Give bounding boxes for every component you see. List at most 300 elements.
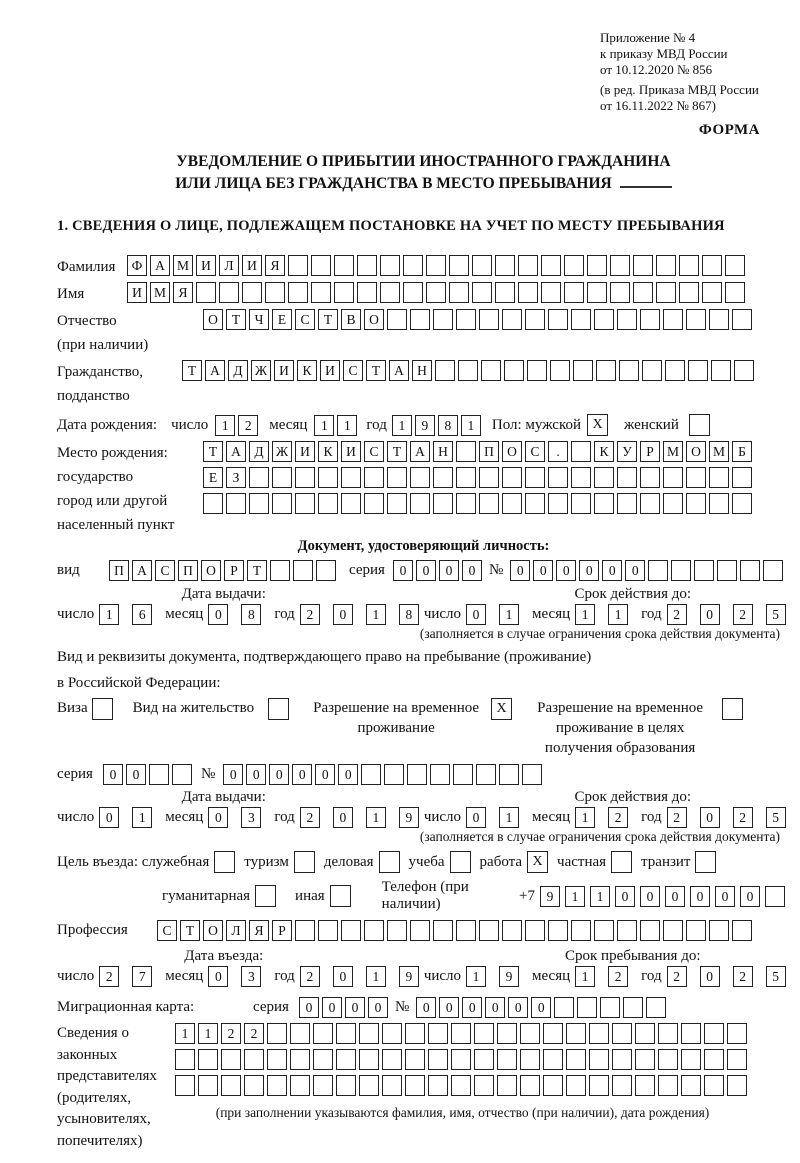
char-box[interactable] <box>472 255 492 276</box>
char-box[interactable] <box>433 309 453 330</box>
char-box[interactable] <box>336 1023 356 1044</box>
char-box[interactable] <box>671 560 691 581</box>
char-box[interactable] <box>474 1049 494 1070</box>
char-box[interactable] <box>648 560 668 581</box>
char-box[interactable] <box>640 309 660 330</box>
char-box[interactable]: Е <box>272 309 292 330</box>
char-box[interactable]: П <box>178 560 198 581</box>
char-box[interactable]: 2 <box>667 807 687 828</box>
char-box[interactable] <box>658 1023 678 1044</box>
purpose-business-checkbox[interactable] <box>379 851 400 873</box>
char-box[interactable]: И <box>242 255 262 276</box>
char-box[interactable] <box>428 1049 448 1070</box>
char-box[interactable]: 0 <box>700 807 720 828</box>
char-box[interactable] <box>656 255 676 276</box>
migration-number-field[interactable] <box>416 997 669 1018</box>
char-box[interactable] <box>497 1023 517 1044</box>
char-box[interactable]: Б <box>732 441 752 462</box>
char-box[interactable] <box>497 1075 517 1096</box>
char-box[interactable]: 0 <box>640 886 660 907</box>
char-box[interactable] <box>403 255 423 276</box>
char-box[interactable] <box>709 467 729 488</box>
char-box[interactable] <box>704 1075 724 1096</box>
char-box[interactable] <box>763 560 783 581</box>
char-box[interactable] <box>617 309 637 330</box>
char-box[interactable]: 0 <box>466 604 486 625</box>
char-box[interactable]: 0 <box>246 764 266 785</box>
char-box[interactable]: 7 <box>132 966 152 987</box>
char-box[interactable]: З <box>226 467 246 488</box>
char-box[interactable] <box>686 920 706 941</box>
char-box[interactable]: 0 <box>103 764 123 785</box>
char-box[interactable] <box>426 255 446 276</box>
char-box[interactable]: К <box>297 360 317 381</box>
char-box[interactable]: О <box>203 309 223 330</box>
char-box[interactable]: 1 <box>366 604 386 625</box>
char-box[interactable]: 1 <box>392 415 412 436</box>
char-box[interactable] <box>293 560 313 581</box>
doc-issue-month-field[interactable] <box>208 604 266 625</box>
char-box[interactable] <box>221 1049 241 1070</box>
char-box[interactable] <box>364 920 384 941</box>
char-box[interactable] <box>594 467 614 488</box>
char-box[interactable] <box>384 764 404 785</box>
char-box[interactable] <box>617 920 637 941</box>
char-box[interactable]: 2 <box>221 1023 241 1044</box>
char-box[interactable] <box>541 255 561 276</box>
char-box[interactable] <box>571 467 591 488</box>
char-box[interactable]: Д <box>249 441 269 462</box>
char-box[interactable] <box>566 1023 586 1044</box>
char-box[interactable]: 0 <box>700 604 720 625</box>
char-box[interactable]: М <box>663 441 683 462</box>
char-box[interactable] <box>290 1023 310 1044</box>
char-box[interactable] <box>522 764 542 785</box>
char-box[interactable]: И <box>196 255 216 276</box>
char-box[interactable] <box>502 309 522 330</box>
char-box[interactable] <box>270 560 290 581</box>
char-box[interactable] <box>149 764 169 785</box>
char-box[interactable]: 0 <box>393 560 413 581</box>
char-box[interactable] <box>476 764 496 785</box>
char-box[interactable]: О <box>364 309 384 330</box>
char-box[interactable] <box>525 309 545 330</box>
char-box[interactable] <box>242 282 262 303</box>
char-box[interactable] <box>449 255 469 276</box>
char-box[interactable] <box>430 764 450 785</box>
char-box[interactable] <box>709 493 729 514</box>
gender-female-checkbox[interactable] <box>689 414 710 436</box>
char-box[interactable]: 0 <box>439 997 459 1018</box>
char-box[interactable] <box>765 886 785 907</box>
char-box[interactable] <box>541 282 561 303</box>
char-box[interactable] <box>380 282 400 303</box>
char-box[interactable]: 1 <box>337 415 357 436</box>
char-box[interactable]: 0 <box>126 764 146 785</box>
char-box[interactable] <box>456 441 476 462</box>
char-box[interactable]: О <box>686 441 706 462</box>
char-box[interactable]: 0 <box>333 604 353 625</box>
char-box[interactable]: 9 <box>540 886 560 907</box>
char-box[interactable] <box>405 1075 425 1096</box>
purpose-tourism-checkbox[interactable] <box>294 851 315 873</box>
char-box[interactable]: 2 <box>99 966 119 987</box>
char-box[interactable]: Р <box>272 920 292 941</box>
char-box[interactable]: 1 <box>215 415 235 436</box>
char-box[interactable]: 1 <box>565 886 585 907</box>
char-box[interactable] <box>479 920 499 941</box>
char-box[interactable] <box>481 360 501 381</box>
char-box[interactable]: Р <box>224 560 244 581</box>
char-box[interactable]: 2 <box>300 807 320 828</box>
char-box[interactable] <box>686 309 706 330</box>
char-box[interactable]: 0 <box>690 886 710 907</box>
char-box[interactable] <box>203 493 223 514</box>
char-box[interactable] <box>596 360 616 381</box>
char-box[interactable]: 2 <box>733 807 753 828</box>
char-box[interactable]: 0 <box>510 560 530 581</box>
char-box[interactable] <box>267 1075 287 1096</box>
char-box[interactable] <box>295 467 315 488</box>
doc-number-field[interactable] <box>510 560 786 581</box>
char-box[interactable]: 1 <box>499 807 519 828</box>
migration-series-field[interactable] <box>299 997 391 1018</box>
char-box[interactable]: 2 <box>667 966 687 987</box>
char-box[interactable] <box>594 309 614 330</box>
entry-day-field[interactable] <box>99 966 157 987</box>
char-box[interactable] <box>451 1023 471 1044</box>
char-box[interactable] <box>405 1049 425 1070</box>
char-box[interactable] <box>311 255 331 276</box>
char-box[interactable]: М <box>173 255 193 276</box>
char-box[interactable]: 2 <box>300 604 320 625</box>
char-box[interactable]: Т <box>387 441 407 462</box>
char-box[interactable]: 0 <box>579 560 599 581</box>
char-box[interactable] <box>313 1075 333 1096</box>
char-box[interactable] <box>407 764 427 785</box>
surname-field[interactable] <box>127 255 748 276</box>
char-box[interactable]: Т <box>182 360 202 381</box>
char-box[interactable] <box>196 282 216 303</box>
char-box[interactable] <box>571 309 591 330</box>
char-box[interactable]: И <box>320 360 340 381</box>
char-box[interactable]: 0 <box>615 886 635 907</box>
char-box[interactable] <box>449 282 469 303</box>
char-box[interactable]: 0 <box>462 997 482 1018</box>
patronymic-field[interactable] <box>203 309 755 330</box>
char-box[interactable]: 8 <box>438 415 458 436</box>
char-box[interactable] <box>249 493 269 514</box>
char-box[interactable] <box>520 1049 540 1070</box>
char-box[interactable] <box>456 920 476 941</box>
char-box[interactable] <box>334 255 354 276</box>
char-box[interactable] <box>548 493 568 514</box>
char-box[interactable]: 0 <box>368 997 388 1018</box>
char-box[interactable] <box>740 560 760 581</box>
visa-checkbox[interactable] <box>92 698 113 720</box>
char-box[interactable]: 0 <box>700 966 720 987</box>
representatives-row2-field[interactable] <box>175 1049 750 1070</box>
char-box[interactable] <box>479 309 499 330</box>
doc-valid-day-field[interactable] <box>466 604 524 625</box>
char-box[interactable] <box>387 493 407 514</box>
char-box[interactable] <box>453 764 473 785</box>
char-box[interactable]: О <box>203 920 223 941</box>
char-box[interactable] <box>665 360 685 381</box>
char-box[interactable] <box>732 309 752 330</box>
char-box[interactable] <box>175 1075 195 1096</box>
char-box[interactable] <box>474 1075 494 1096</box>
char-box[interactable] <box>458 360 478 381</box>
char-box[interactable] <box>610 255 630 276</box>
purpose-study-checkbox[interactable] <box>450 851 471 873</box>
birthplace-row2-field[interactable] <box>203 467 755 488</box>
char-box[interactable]: 0 <box>208 966 228 987</box>
char-box[interactable] <box>520 1023 540 1044</box>
char-box[interactable] <box>290 1049 310 1070</box>
char-box[interactable] <box>387 920 407 941</box>
char-box[interactable]: Т <box>318 309 338 330</box>
char-box[interactable]: 5 <box>766 807 786 828</box>
char-box[interactable] <box>518 282 538 303</box>
char-box[interactable]: 2 <box>300 966 320 987</box>
char-box[interactable]: Я <box>265 255 285 276</box>
char-box[interactable]: 9 <box>399 966 419 987</box>
char-box[interactable]: 0 <box>338 764 358 785</box>
entry-month-field[interactable] <box>208 966 266 987</box>
char-box[interactable] <box>504 360 524 381</box>
char-box[interactable] <box>198 1075 218 1096</box>
char-box[interactable]: И <box>274 360 294 381</box>
char-box[interactable] <box>573 360 593 381</box>
char-box[interactable] <box>525 467 545 488</box>
char-box[interactable]: Д <box>228 360 248 381</box>
char-box[interactable] <box>288 255 308 276</box>
char-box[interactable] <box>382 1049 402 1070</box>
char-box[interactable] <box>267 1023 287 1044</box>
char-box[interactable] <box>435 360 455 381</box>
char-box[interactable] <box>336 1075 356 1096</box>
char-box[interactable] <box>311 282 331 303</box>
char-box[interactable] <box>267 1049 287 1070</box>
char-box[interactable] <box>704 1049 724 1070</box>
char-box[interactable] <box>734 360 754 381</box>
stay-day-field[interactable] <box>466 966 524 987</box>
char-box[interactable] <box>587 255 607 276</box>
char-box[interactable] <box>272 467 292 488</box>
char-box[interactable]: 0 <box>416 997 436 1018</box>
char-box[interactable]: 1 <box>366 966 386 987</box>
char-box[interactable] <box>681 1023 701 1044</box>
char-box[interactable] <box>382 1075 402 1096</box>
char-box[interactable] <box>694 560 714 581</box>
char-box[interactable] <box>543 1023 563 1044</box>
char-box[interactable]: 2 <box>608 807 628 828</box>
char-box[interactable]: Я <box>249 920 269 941</box>
char-box[interactable] <box>502 920 522 941</box>
char-box[interactable]: А <box>132 560 152 581</box>
char-box[interactable] <box>334 282 354 303</box>
doc-issue-year-field[interactable] <box>300 604 424 625</box>
char-box[interactable] <box>732 493 752 514</box>
char-box[interactable] <box>577 997 597 1018</box>
char-box[interactable] <box>663 493 683 514</box>
char-box[interactable] <box>663 920 683 941</box>
char-box[interactable] <box>341 493 361 514</box>
char-box[interactable]: А <box>410 441 430 462</box>
char-box[interactable]: 1 <box>99 604 119 625</box>
char-box[interactable] <box>318 467 338 488</box>
char-box[interactable]: Т <box>247 560 267 581</box>
char-box[interactable] <box>221 1075 241 1096</box>
representatives-row3-field[interactable] <box>175 1075 750 1096</box>
char-box[interactable]: И <box>295 441 315 462</box>
char-box[interactable] <box>295 493 315 514</box>
char-box[interactable] <box>357 282 377 303</box>
char-box[interactable] <box>681 1075 701 1096</box>
char-box[interactable] <box>198 1049 218 1070</box>
char-box[interactable] <box>727 1049 747 1070</box>
char-box[interactable]: С <box>295 309 315 330</box>
char-box[interactable]: 0 <box>466 807 486 828</box>
purpose-other-checkbox[interactable] <box>330 885 351 907</box>
char-box[interactable] <box>617 493 637 514</box>
char-box[interactable] <box>564 255 584 276</box>
profession-field[interactable] <box>157 920 755 941</box>
char-box[interactable]: 0 <box>292 764 312 785</box>
char-box[interactable] <box>681 1049 701 1070</box>
char-box[interactable]: Ф <box>127 255 147 276</box>
char-box[interactable]: Л <box>226 920 246 941</box>
char-box[interactable]: 0 <box>462 560 482 581</box>
char-box[interactable]: 8 <box>241 604 261 625</box>
char-box[interactable]: 0 <box>715 886 735 907</box>
residence-permit-checkbox[interactable] <box>268 698 289 720</box>
char-box[interactable]: 3 <box>241 966 261 987</box>
doc-valid-month-field[interactable] <box>575 604 633 625</box>
char-box[interactable]: Т <box>366 360 386 381</box>
char-box[interactable]: 0 <box>602 560 622 581</box>
char-box[interactable]: А <box>226 441 246 462</box>
char-box[interactable] <box>725 255 745 276</box>
char-box[interactable] <box>474 1023 494 1044</box>
permit-issue-month-field[interactable] <box>208 807 266 828</box>
char-box[interactable] <box>380 255 400 276</box>
char-box[interactable]: А <box>205 360 225 381</box>
char-box[interactable]: П <box>479 441 499 462</box>
char-box[interactable] <box>359 1023 379 1044</box>
char-box[interactable] <box>619 360 639 381</box>
char-box[interactable] <box>717 560 737 581</box>
char-box[interactable] <box>357 255 377 276</box>
char-box[interactable]: 1 <box>575 966 595 987</box>
phone-field[interactable] <box>540 886 790 907</box>
char-box[interactable]: 9 <box>499 966 519 987</box>
char-box[interactable] <box>382 1023 402 1044</box>
char-box[interactable] <box>686 467 706 488</box>
char-box[interactable] <box>527 360 547 381</box>
char-box[interactable] <box>548 467 568 488</box>
stay-year-field[interactable] <box>667 966 791 987</box>
char-box[interactable]: 2 <box>608 966 628 987</box>
char-box[interactable] <box>640 920 660 941</box>
char-box[interactable] <box>244 1075 264 1096</box>
char-box[interactable]: Л <box>219 255 239 276</box>
char-box[interactable]: С <box>525 441 545 462</box>
char-box[interactable] <box>410 920 430 941</box>
char-box[interactable]: 1 <box>575 604 595 625</box>
char-box[interactable] <box>265 282 285 303</box>
char-box[interactable]: 8 <box>399 604 419 625</box>
char-box[interactable] <box>709 920 729 941</box>
char-box[interactable] <box>600 997 620 1018</box>
char-box[interactable] <box>688 360 708 381</box>
char-box[interactable]: 2 <box>667 604 687 625</box>
char-box[interactable]: О <box>502 441 522 462</box>
char-box[interactable] <box>456 309 476 330</box>
char-box[interactable] <box>640 467 660 488</box>
char-box[interactable]: 1 <box>590 886 610 907</box>
char-box[interactable] <box>359 1049 379 1070</box>
char-box[interactable] <box>727 1023 747 1044</box>
birth-month-field[interactable] <box>314 415 360 436</box>
char-box[interactable] <box>587 282 607 303</box>
char-box[interactable]: 0 <box>625 560 645 581</box>
char-box[interactable]: М <box>150 282 170 303</box>
char-box[interactable]: Ж <box>251 360 271 381</box>
char-box[interactable] <box>525 920 545 941</box>
char-box[interactable]: 0 <box>322 997 342 1018</box>
char-box[interactable] <box>433 920 453 941</box>
char-box[interactable] <box>387 309 407 330</box>
doc-type-field[interactable] <box>109 560 339 581</box>
char-box[interactable] <box>451 1049 471 1070</box>
char-box[interactable] <box>479 467 499 488</box>
char-box[interactable] <box>272 493 292 514</box>
char-box[interactable] <box>426 282 446 303</box>
char-box[interactable]: 9 <box>399 807 419 828</box>
char-box[interactable]: С <box>157 920 177 941</box>
char-box[interactable]: А <box>150 255 170 276</box>
char-box[interactable]: 5 <box>766 966 786 987</box>
permit-issue-year-field[interactable] <box>300 807 424 828</box>
char-box[interactable]: Е <box>203 467 223 488</box>
char-box[interactable]: 0 <box>315 764 335 785</box>
permit-valid-month-field[interactable] <box>575 807 633 828</box>
char-box[interactable]: 0 <box>223 764 243 785</box>
char-box[interactable]: 0 <box>556 560 576 581</box>
char-box[interactable] <box>502 467 522 488</box>
char-box[interactable] <box>451 1075 471 1096</box>
char-box[interactable]: О <box>201 560 221 581</box>
char-box[interactable]: 3 <box>241 807 261 828</box>
char-box[interactable] <box>702 255 722 276</box>
char-box[interactable]: 6 <box>132 604 152 625</box>
char-box[interactable]: Н <box>412 360 432 381</box>
char-box[interactable] <box>612 1023 632 1044</box>
char-box[interactable]: 0 <box>99 807 119 828</box>
char-box[interactable] <box>623 997 643 1018</box>
char-box[interactable]: Т <box>226 309 246 330</box>
char-box[interactable]: 0 <box>208 807 228 828</box>
char-box[interactable] <box>612 1049 632 1070</box>
char-box[interactable] <box>502 493 522 514</box>
char-box[interactable]: К <box>318 441 338 462</box>
char-box[interactable] <box>732 920 752 941</box>
char-box[interactable]: С <box>155 560 175 581</box>
char-box[interactable]: 5 <box>766 604 786 625</box>
char-box[interactable]: П <box>109 560 129 581</box>
